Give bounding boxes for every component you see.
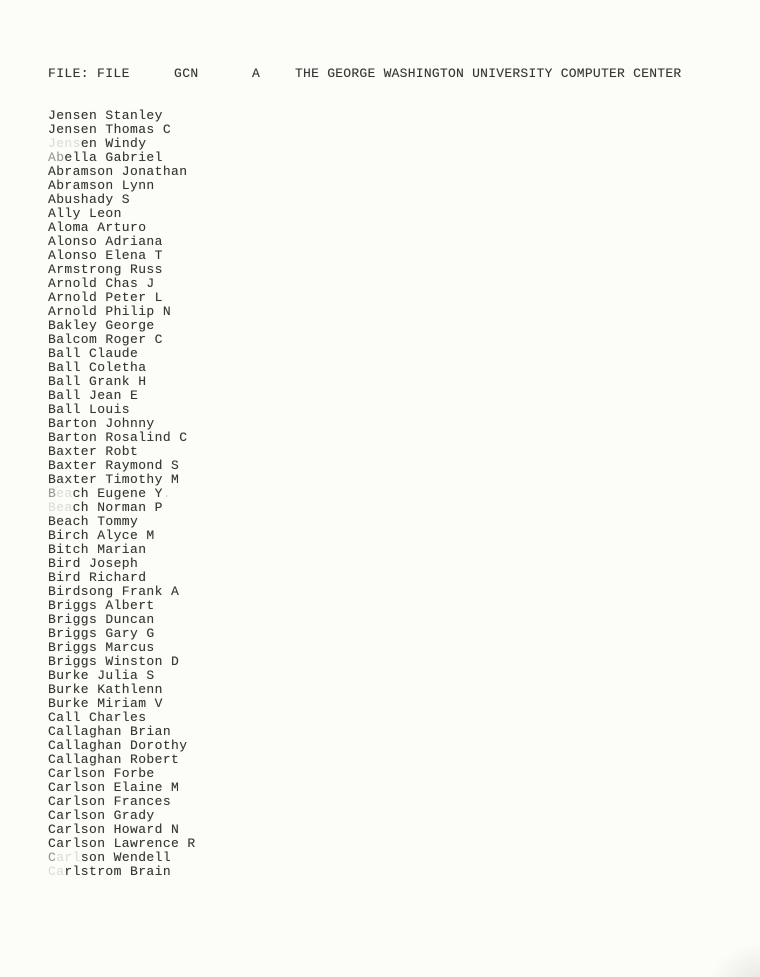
list-item: Carlson Elaine M bbox=[48, 780, 180, 795]
list-item: Briggs Winston D bbox=[48, 654, 180, 669]
list-item: Carlson Lawrence R bbox=[48, 836, 196, 851]
list-item: Abramson Lynn bbox=[48, 178, 155, 193]
list-item: Bitch Marian bbox=[48, 542, 147, 557]
list-item: Alonso Elena T bbox=[48, 248, 163, 263]
list-item: Briggs Gary G bbox=[48, 626, 155, 641]
file-label: FILE: bbox=[48, 66, 90, 81]
list-item: Ball Coletha bbox=[48, 360, 147, 375]
list-item: Beach Eugene Y. bbox=[48, 486, 172, 501]
list-item: Briggs Albert bbox=[48, 598, 155, 613]
list-item: Ball Claude bbox=[48, 346, 139, 361]
list-item: Arnold Chas J bbox=[48, 276, 155, 291]
file-mode: A bbox=[252, 66, 261, 81]
list-item: Beach Tommy bbox=[48, 514, 139, 529]
list-item: Burke Julia S bbox=[48, 668, 155, 683]
list-item: Bakley George bbox=[48, 318, 155, 333]
list-item: Jensen Thomas C bbox=[48, 122, 172, 137]
list-item: Briggs Marcus bbox=[48, 640, 155, 655]
list-item: Birdsong Frank A bbox=[48, 584, 180, 599]
list-item: Call Charles bbox=[48, 710, 147, 725]
list-item: Briggs Duncan bbox=[48, 612, 155, 627]
list-item: Arnold Philip N bbox=[48, 304, 172, 319]
list-item: Alonso Adriana bbox=[48, 234, 163, 249]
list-item: Carlson Howard N bbox=[48, 822, 180, 837]
list-item: Abramson Jonathan bbox=[48, 164, 188, 179]
list-item: Callaghan Robert bbox=[48, 752, 180, 767]
list-item: Birch Alyce M bbox=[48, 528, 155, 543]
list-item: Bird Joseph bbox=[48, 556, 139, 571]
list-item: Baxter Raymond S bbox=[48, 458, 180, 473]
list-item: Callaghan Brian bbox=[48, 724, 172, 739]
list-item: Jensen Windy bbox=[48, 136, 147, 151]
list-item: Barton Johnny bbox=[48, 416, 155, 431]
list-item: Ball Grank H bbox=[48, 374, 147, 389]
list-item: Carlson Forbe bbox=[48, 766, 155, 781]
list-item: Burke Kathlenn bbox=[48, 682, 163, 697]
list-item: Bird Richard bbox=[48, 570, 147, 585]
list-item: Balcom Roger C bbox=[48, 332, 163, 347]
list-item: Abella Gabriel bbox=[48, 150, 163, 165]
list-item: Armstrong Russ bbox=[48, 262, 163, 277]
list-item: Callaghan Dorothy bbox=[48, 738, 188, 753]
scan-smudge bbox=[708, 942, 760, 977]
list-item: Baxter Robt bbox=[48, 444, 139, 459]
list-item: Arnold Peter L bbox=[48, 290, 163, 305]
list-item: Baxter Timothy M bbox=[48, 472, 180, 487]
list-item: Barton Rosalind C bbox=[48, 430, 188, 445]
list-item: Carlson Wendell bbox=[48, 850, 172, 865]
list-item: Ally Leon bbox=[48, 206, 122, 221]
list-item: Carlstrom Brain bbox=[48, 864, 172, 879]
list-item: Aloma Arturo bbox=[48, 220, 147, 235]
file-header bbox=[0, 65, 760, 82]
file-name: FILE bbox=[97, 66, 130, 81]
list-item: Ball Jean E bbox=[48, 388, 139, 403]
org-title: THE GEORGE WASHINGTON UNIVERSITY COMPUTER CENTER bbox=[295, 66, 682, 81]
name-list bbox=[48, 109, 196, 879]
list-item: Jensen Stanley bbox=[48, 108, 163, 123]
list-item: Ball Louis bbox=[48, 402, 131, 417]
list-item: Burke Miriam V bbox=[48, 696, 163, 711]
list-item: Beach Norman P bbox=[48, 500, 163, 515]
list-item: Abushady S bbox=[48, 192, 131, 207]
file-type: GCN bbox=[174, 66, 199, 81]
list-item: Carlson Grady bbox=[48, 808, 155, 823]
list-item: Carlson Frances bbox=[48, 794, 172, 809]
